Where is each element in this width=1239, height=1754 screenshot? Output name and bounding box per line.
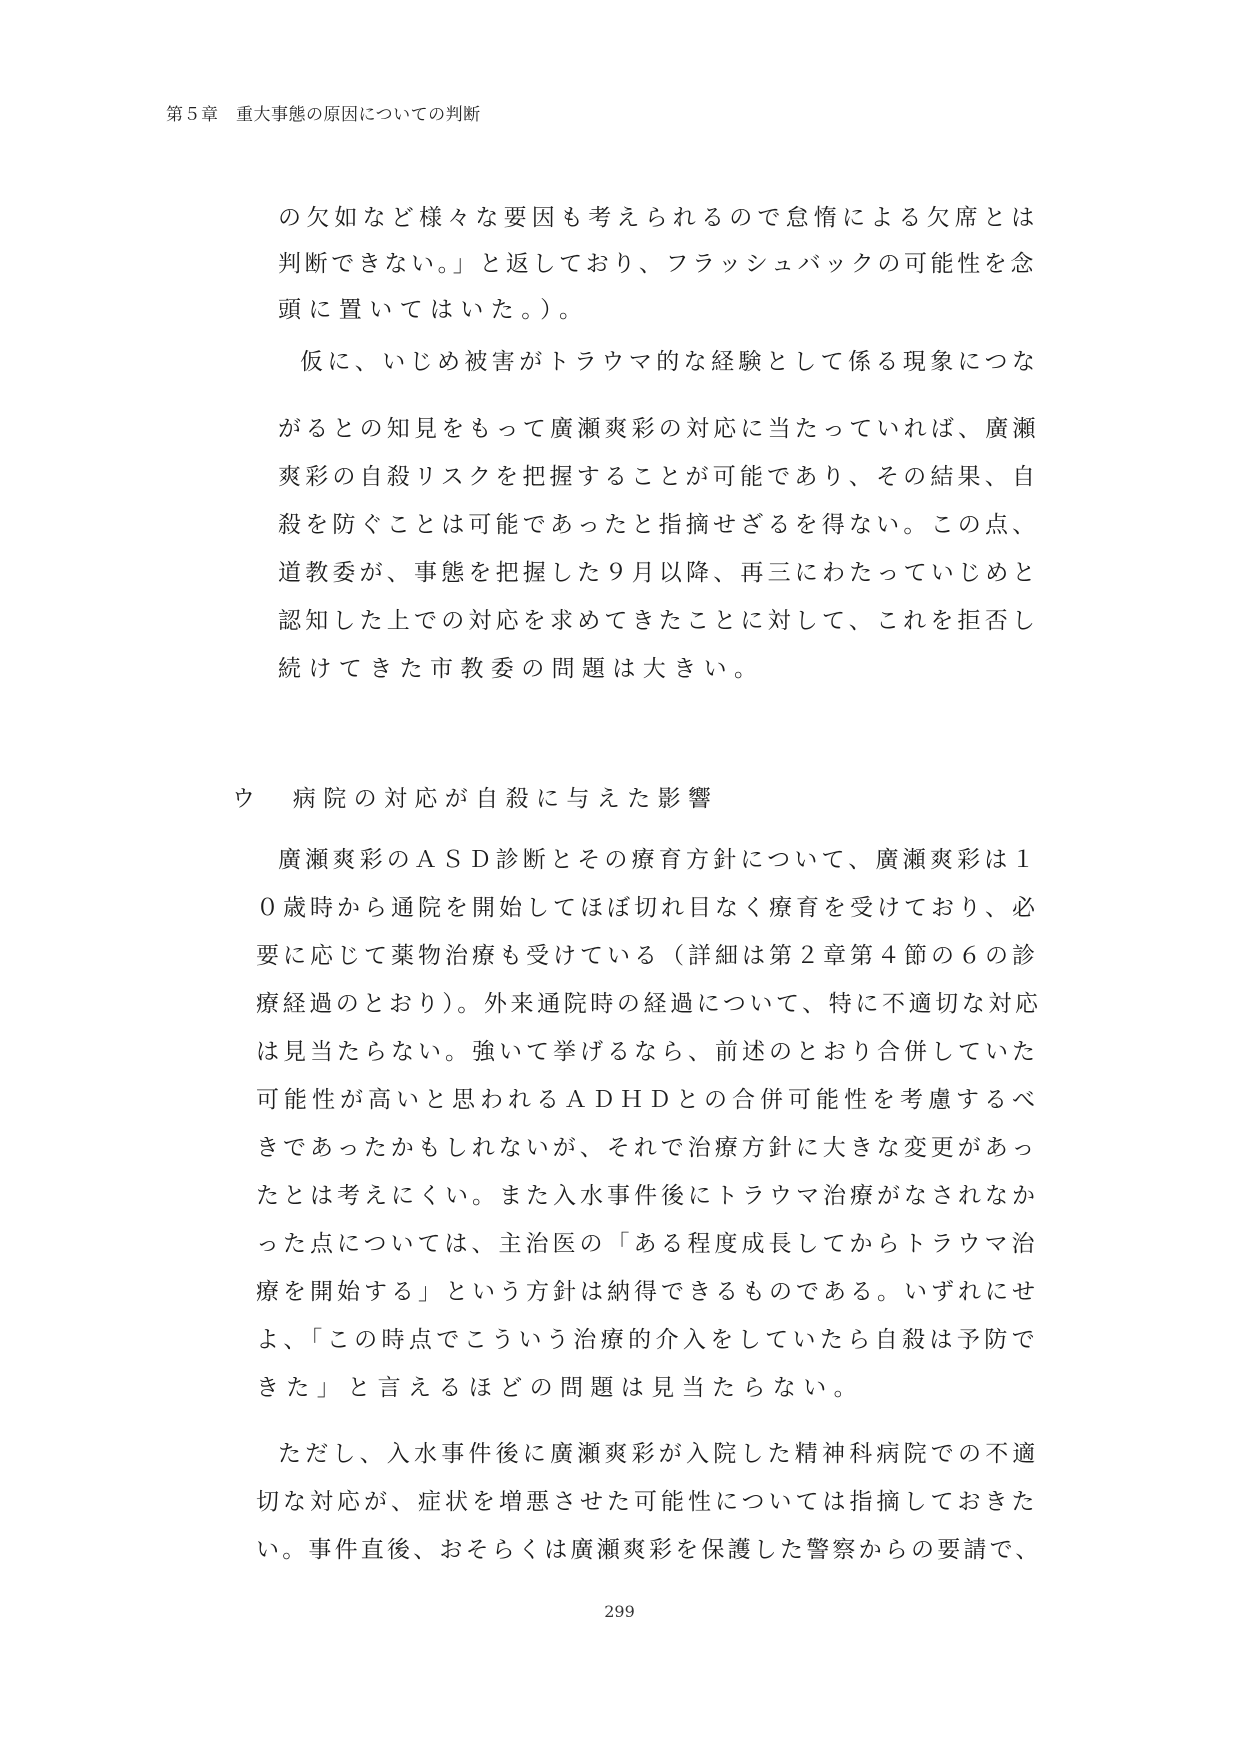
text-line: 頭に置いてはいた。）。 — [278, 297, 590, 323]
text-line: ０歳時から通院を開始してほぼ切れ目なく療育を受けており、必 — [256, 895, 1039, 921]
text-line: 廣瀬爽彩のＡＳＤ診断とその療育方針について、廣瀬爽彩は１ — [278, 847, 1039, 873]
text-line: 切な対応が、症状を増悪させた可能性については指摘しておきた — [256, 1489, 1039, 1515]
text-line: きた」と言えるほどの問題は見当たらない。 — [256, 1375, 864, 1401]
text-line: よ、「この時点でこういう治療的介入をしていたら自殺は予防で — [256, 1327, 1040, 1353]
text-line: った点については、主治医の「ある程度成長してからトラウマ治 — [256, 1231, 1039, 1257]
text-line: きであったかもしれないが、それで治療方針に大きな変更があっ — [256, 1135, 1039, 1161]
section-heading: ウ 病院の対応が自殺に与えた影響 — [232, 786, 719, 812]
text-line: 道教委が、事態を把握した９月以降、再三にわたっていじめと — [278, 560, 1040, 586]
text-line: の欠如など様々な要因も考えられるので怠惰による欠席とは — [278, 205, 1040, 231]
text-line: い。事件直後、おそらくは廣瀬爽彩を保護した警察からの要請で、 — [256, 1537, 1042, 1563]
text-line: 判断できない。」と返しており、フラッシュバックの可能性を念 — [278, 251, 1037, 277]
text-line: 続けてきた市教委の問題は大きい。 — [278, 656, 765, 682]
page-number: 299 — [604, 1602, 635, 1621]
text-line: 殺を防ぐことは可能であったと指摘せざるを得ない。この点、 — [278, 512, 1040, 538]
text-line: は見当たらない。強いて挙げるなら、前述のとおり合併していた — [256, 1039, 1039, 1065]
text-line: 要に応じて薬物治療も受けている（詳細は第２章第４節の６の診 — [256, 943, 1039, 969]
text-line: たとは考えにくい。また入水事件後にトラウマ治療がなされなか — [256, 1183, 1039, 1209]
text-line: 療を開始する」という方針は納得できるものである。いずれにせ — [256, 1279, 1039, 1305]
text-line: 療経過のとおり）。外来通院時の経過について、特に不適切な対応 — [256, 991, 1042, 1017]
text-line: 可能性が高いと思われるＡＤＨＤとの合併可能性を考慮するべ — [256, 1087, 1040, 1113]
text-line: がるとの知見をもって廣瀬爽彩の対応に当たっていれば、廣瀬 — [278, 416, 1040, 442]
text-line: 認知した上での対応を求めてきたことに対して、これを拒否し — [278, 608, 1040, 634]
text-line: ただし、入水事件後に廣瀬爽彩が入院した精神科病院での不適 — [278, 1441, 1040, 1467]
text-line: 爽彩の自殺リスクを把握することが可能であり、その結果、自 — [278, 464, 1040, 490]
running-header: 第５章 重大事態の原因についての判断 — [166, 105, 481, 125]
text-line: 仮に、いじめ被害がトラウマ的な経験として係る現象につな — [300, 349, 1040, 375]
